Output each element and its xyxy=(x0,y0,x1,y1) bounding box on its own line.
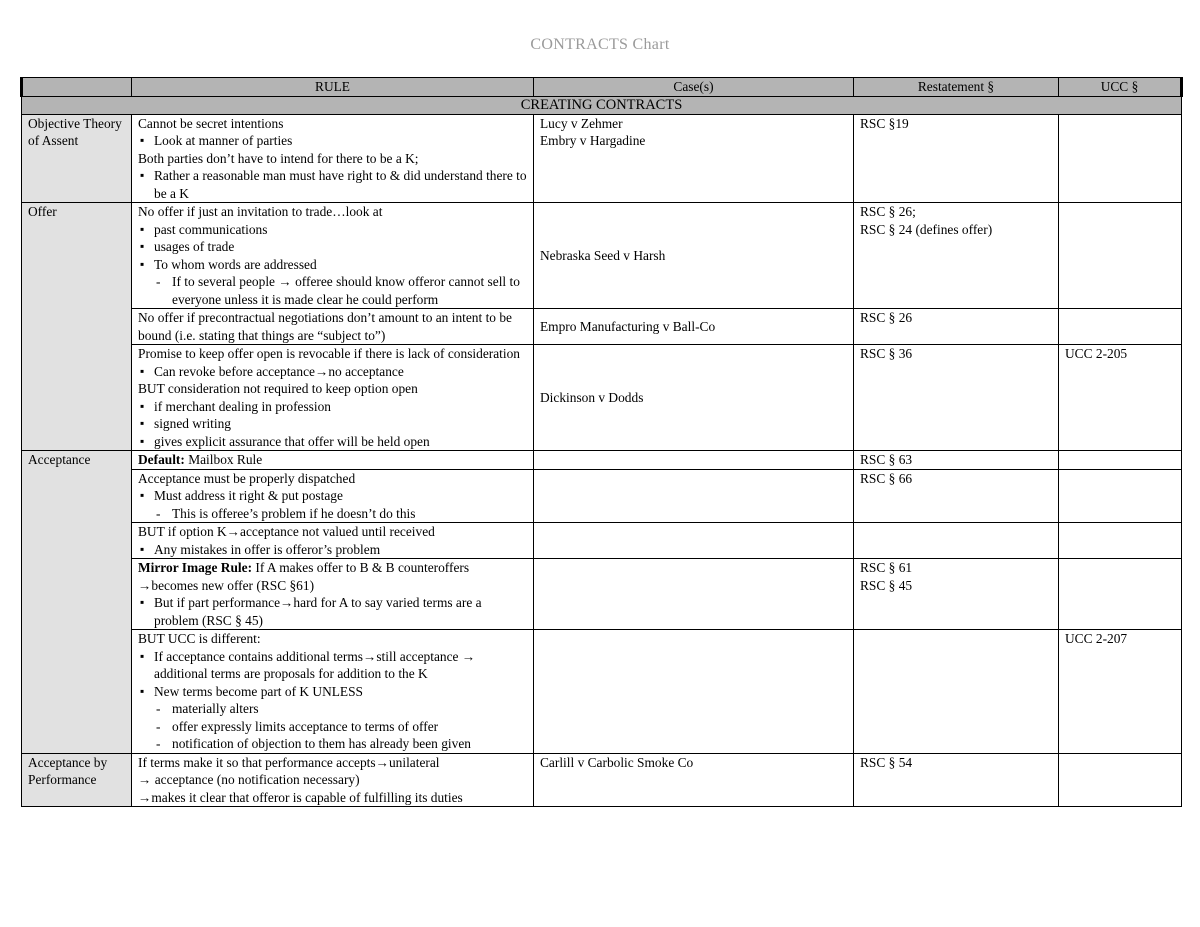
rule-cell xyxy=(132,523,534,559)
case-cell xyxy=(534,630,854,754)
list-item: ▪ New terms become part of K UNLESS xyxy=(138,683,527,701)
restatement-cell xyxy=(854,203,1059,309)
case-cell xyxy=(534,559,854,630)
document-title: CONTRACTS Chart xyxy=(530,36,670,53)
list-item: ▪ Look at manner of parties xyxy=(138,132,527,150)
list-item: - offer expressly limits acceptance to terms of offer xyxy=(138,718,527,736)
rule-line: BUT if option K→acceptance not valued until received xyxy=(138,524,435,539)
section-row xyxy=(22,96,1182,114)
case-cell xyxy=(534,523,854,559)
ucc-cell xyxy=(1059,523,1182,559)
case-cell: Nebraska Seed v Harsh xyxy=(534,203,854,309)
restatement-cell xyxy=(854,559,1059,630)
table-row xyxy=(22,203,1182,309)
restatement-cell: RSC § 54 xyxy=(854,753,1059,807)
rule-line: BUT consideration not required to keep option open xyxy=(138,381,418,396)
rule-cell xyxy=(132,203,534,309)
case-cell xyxy=(534,451,854,470)
rule-cell xyxy=(132,469,534,523)
ucc-cell xyxy=(1059,753,1182,807)
rule-line: BUT UCC is different: xyxy=(138,631,261,646)
rule-cell xyxy=(132,559,534,630)
rule-line: Promise to keep offer open is revocable if there is lack of consideration xyxy=(138,346,520,361)
ucc-cell xyxy=(1059,114,1182,203)
table-row xyxy=(22,451,1182,470)
section-heading: CREATING CONTRACTS xyxy=(22,96,1182,114)
rule-cell xyxy=(132,114,534,203)
list-item: ▪ Rather a reasonable man must have right to & did understand there to be a K xyxy=(138,167,527,202)
ucc-cell xyxy=(1059,309,1182,345)
rule-line xyxy=(138,559,527,594)
topic-acceptance: Acceptance xyxy=(22,451,132,754)
restatement-cell: RSC § 66 xyxy=(854,469,1059,523)
list-item: ▪ signed writing xyxy=(138,415,527,433)
rule-cell xyxy=(132,753,534,807)
rule-line: Cannot be secret intentions xyxy=(138,115,284,131)
header-cases: Case(s) xyxy=(534,78,854,97)
case-cell: Dickinson v Dodds xyxy=(534,345,854,451)
topic-acceptance-by-performance: Acceptance by Performance xyxy=(22,753,132,807)
header-row xyxy=(22,78,1182,97)
table-row xyxy=(22,345,1182,451)
list-item: ▪ usages of trade xyxy=(138,238,527,256)
case-cell: Carlill v Carbolic Smoke Co xyxy=(534,753,854,807)
ucc-cell: UCC 2-205 xyxy=(1059,345,1182,451)
list-item: - This is offeree’s problem if he doesn’t do this xyxy=(138,505,527,523)
rule-bold-label: Default: xyxy=(138,452,185,467)
list-item: ▪ Must address it right & put postage xyxy=(138,487,527,505)
list-item: - materially alters xyxy=(138,700,527,718)
restatement-cell: RSC § 26 xyxy=(854,309,1059,345)
ucc-cell xyxy=(1059,451,1182,470)
restatement-ref: RSC § 61 xyxy=(860,560,913,575)
rule-line: Acceptance must be properly dispatched xyxy=(138,470,356,486)
header-restatement: Restatement § xyxy=(854,78,1059,97)
rule-cell xyxy=(132,345,534,451)
rule-line: No offer if just an invitation to trade…look at xyxy=(138,204,383,219)
table-row xyxy=(22,630,1182,754)
rule-text: If A makes offer to B & B counteroffers →becomes new offer (RSC §61) xyxy=(138,560,470,593)
table-row xyxy=(22,753,1182,807)
rule-line: →makes it clear that offeror is capable of fulfilling its duties xyxy=(138,789,463,805)
list-item: - notification of objection to them has already been given xyxy=(138,735,527,753)
rule-cell xyxy=(132,451,534,470)
table-row xyxy=(22,114,1182,203)
ucc-cell: UCC 2-207 xyxy=(1059,630,1182,754)
list-item: ▪ If acceptance contains additional terms→still acceptance → additional terms are proposals for addition to the K xyxy=(138,648,527,683)
restatement-ref: RSC § 26; xyxy=(860,204,916,219)
rule-bold-label: Mirror Image Rule: xyxy=(138,560,253,575)
topic-objective-theory: Objective Theory of Assent xyxy=(22,114,132,203)
table-row xyxy=(22,523,1182,559)
rule-line: Both parties don’t have to intend for there to be a K; xyxy=(138,150,419,166)
ucc-cell xyxy=(1059,469,1182,523)
rule-line: → acceptance (no notification necessary) xyxy=(138,772,360,787)
case-name: Lucy v Zehmer xyxy=(540,115,623,131)
list-item: - If to several people → offeree should know offeror cannot sell to everyone unless it is made clear he could perform xyxy=(138,273,527,308)
header-topic xyxy=(22,78,132,97)
ucc-cell xyxy=(1059,203,1182,309)
rule-line: If terms make it so that performance accepts→unilateral xyxy=(138,754,440,770)
list-item: ▪ Can revoke before acceptance→no acceptance xyxy=(138,363,527,381)
list-item: ▪ if merchant dealing in profession xyxy=(138,398,527,416)
ucc-cell xyxy=(1059,559,1182,630)
list-item: ▪ But if part performance→hard for A to say varied terms are a problem (RSC § 45) xyxy=(138,594,527,629)
restatement-cell xyxy=(854,630,1059,754)
table-row xyxy=(22,469,1182,523)
case-cell xyxy=(534,469,854,523)
table-row xyxy=(22,559,1182,630)
restatement-cell: RSC § 63 xyxy=(854,451,1059,470)
contracts-chart-table xyxy=(20,77,1183,807)
rule-text: Mailbox Rule xyxy=(184,452,263,467)
case-name: Embry v Hargadine xyxy=(540,133,646,148)
list-item: ▪ past communications xyxy=(138,221,527,239)
restatement-cell: RSC § 36 xyxy=(854,345,1059,451)
rule-cell xyxy=(132,630,534,754)
list-item: ▪ Any mistakes in offer is offeror’s problem xyxy=(138,541,527,559)
table-row xyxy=(22,309,1182,345)
case-cell xyxy=(534,114,854,203)
topic-offer: Offer xyxy=(22,203,132,451)
restatement-cell: RSC §19 xyxy=(854,114,1059,203)
case-cell: Empro Manufacturing v Ball-Co xyxy=(534,309,854,345)
header-ucc: UCC § xyxy=(1059,78,1182,97)
list-item: ▪ gives explicit assurance that offer will be held open xyxy=(138,433,527,451)
restatement-cell xyxy=(854,523,1059,559)
rule-cell: No offer if precontractual negotiations don’t amount to an intent to be bound (i.e. stating that things are “subject to”) xyxy=(132,309,534,345)
header-rule: RULE xyxy=(132,78,534,97)
restatement-ref: RSC § 45 xyxy=(860,577,913,593)
list-item: ▪ To whom words are addressed xyxy=(138,256,527,274)
restatement-ref: RSC § 24 (defines offer) xyxy=(860,221,993,237)
